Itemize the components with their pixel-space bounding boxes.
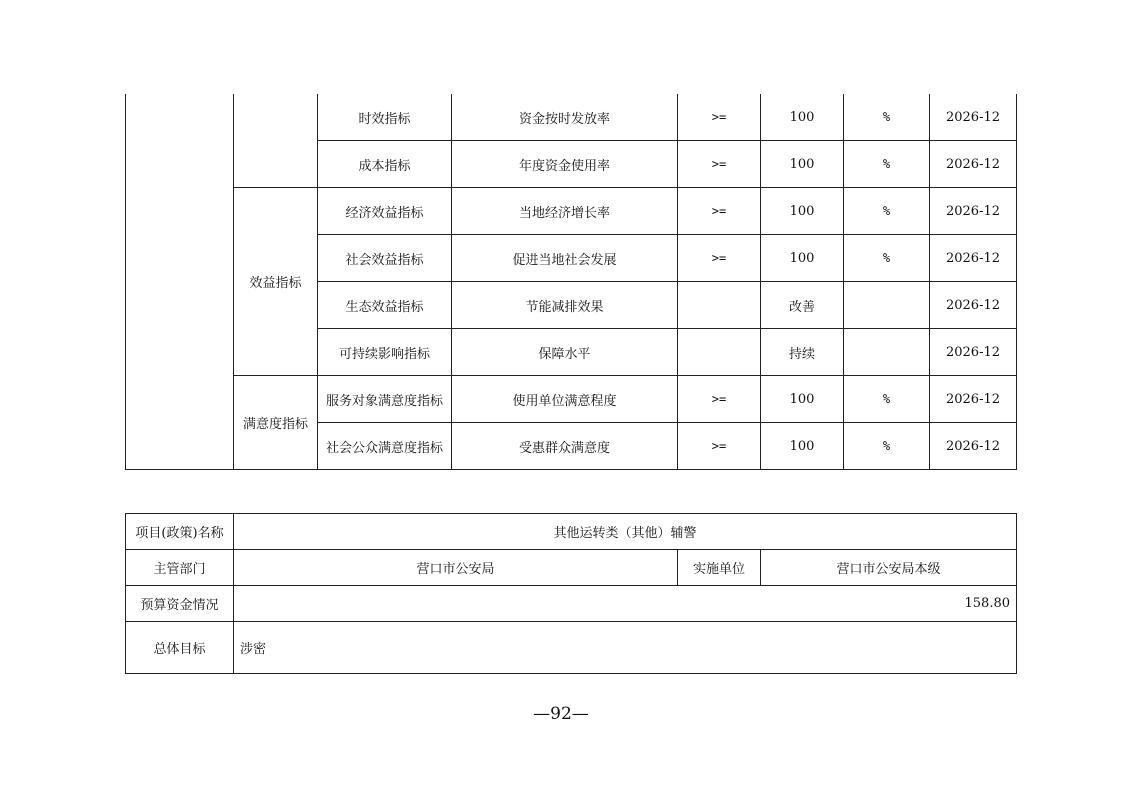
department-label: 主管部门 [126,550,234,586]
sub-indicator-cell: 社会公众满意度指标 [318,423,452,470]
unit-cell: % [844,376,930,423]
performance-indicator-table [125,94,1017,470]
sub-indicator-cell: 可持续影响指标 [318,329,452,376]
unit-cell: % [844,94,930,141]
table-row [126,188,1017,235]
deadline-cell: 2026-12 [930,329,1017,376]
table-row [126,622,1017,674]
indicator-name-cell: 资金按时发放率 [452,94,678,141]
budget-value: 158.80 [234,586,1017,622]
overall-goal-label: 总体目标 [126,622,234,674]
unit-cell: % [844,423,930,470]
target-value-cell: 持续 [761,329,844,376]
operator-cell: >= [678,376,761,423]
deadline-cell: 2026-12 [930,282,1017,329]
overall-goal-value: 涉密 [234,622,1017,674]
indicator-name-cell: 保障水平 [452,329,678,376]
unit-cell [844,329,930,376]
page-number: —92— [533,704,589,724]
implementing-unit-label: 实施单位 [678,550,761,586]
target-value-cell: 100 [761,376,844,423]
project-name-value: 其他运转类（其他）辅警 [234,514,1017,550]
target-value-cell: 100 [761,235,844,282]
category-cell: 满意度指标 [234,376,318,470]
indicator-name-cell: 节能减排效果 [452,282,678,329]
budget-label: 预算资金情况 [126,586,234,622]
operator-cell: >= [678,423,761,470]
operator-cell: >= [678,141,761,188]
deadline-cell: 2026-12 [930,235,1017,282]
project-info-table [125,513,1017,674]
operator-cell: >= [678,94,761,141]
indicator-name-cell: 年度资金使用率 [452,141,678,188]
deadline-cell: 2026-12 [930,141,1017,188]
project-name-label: 项目(政策)名称 [126,514,234,550]
target-value-cell: 100 [761,423,844,470]
target-value-cell: 100 [761,94,844,141]
deadline-cell: 2026-12 [930,376,1017,423]
indicator-name-cell: 受惠群众满意度 [452,423,678,470]
unit-cell [844,282,930,329]
outer-category-cell [126,94,234,470]
implementing-unit-value: 营口市公安局本级 [761,550,1017,586]
sub-indicator-cell: 生态效益指标 [318,282,452,329]
target-value-cell: 改善 [761,282,844,329]
table-row [126,94,1017,141]
indicator-name-cell: 促进当地社会发展 [452,235,678,282]
target-value-cell: 100 [761,141,844,188]
operator-cell: >= [678,188,761,235]
unit-cell: % [844,188,930,235]
sub-indicator-cell: 经济效益指标 [318,188,452,235]
table-row [126,586,1017,622]
unit-cell: % [844,235,930,282]
operator-cell [678,282,761,329]
table-row [126,376,1017,423]
department-value: 营口市公安局 [234,550,678,586]
sub-indicator-cell: 时效指标 [318,94,452,141]
deadline-cell: 2026-12 [930,94,1017,141]
table-row [126,550,1017,586]
sub-indicator-cell: 服务对象满意度指标 [318,376,452,423]
operator-cell [678,329,761,376]
deadline-cell: 2026-12 [930,423,1017,470]
sub-indicator-cell: 社会效益指标 [318,235,452,282]
sub-indicator-cell: 成本指标 [318,141,452,188]
indicator-name-cell: 使用单位满意程度 [452,376,678,423]
operator-cell: >= [678,235,761,282]
deadline-cell: 2026-12 [930,188,1017,235]
table-row [126,514,1017,550]
indicator-name-cell: 当地经济增长率 [452,188,678,235]
category-cell [234,94,318,188]
unit-cell: % [844,141,930,188]
category-cell: 效益指标 [234,188,318,376]
target-value-cell: 100 [761,188,844,235]
